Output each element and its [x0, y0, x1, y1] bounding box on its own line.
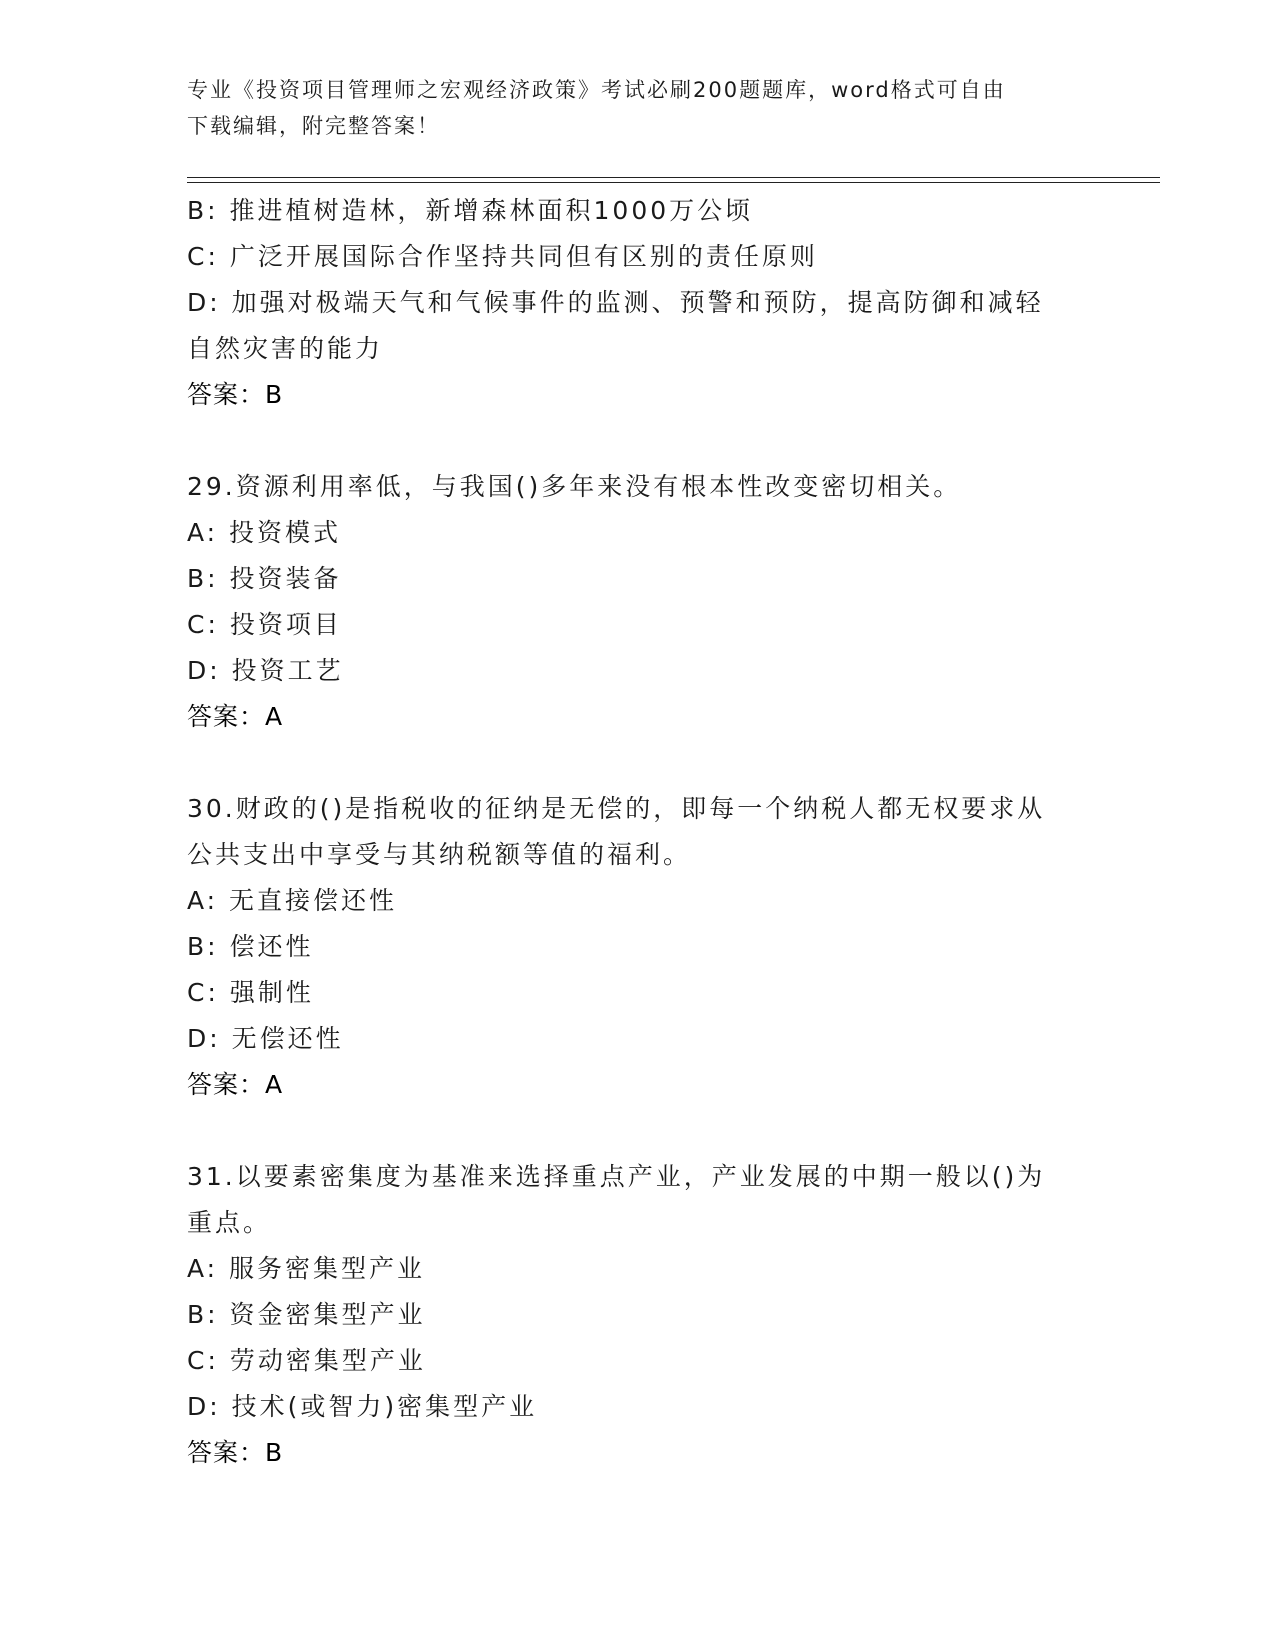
option-c: C: 广泛开展国际合作坚持共同但有区别的责任原则 — [187, 242, 818, 271]
header-divider-bottom — [187, 182, 1160, 183]
option-b: B: 投资装备 — [187, 564, 342, 593]
option-a: A: 投资模式 — [187, 518, 342, 547]
question-list — [187, 188, 1087, 1476]
option-d: D: 加强对极端天气和气候事件的监测、预警和预防，提高防御和减轻 — [187, 288, 1044, 317]
option-a: A: 无直接偿还性 — [187, 886, 398, 915]
option-b: B: 偿还性 — [187, 932, 314, 961]
question-31 — [187, 1154, 1087, 1476]
option-c: C: 投资项目 — [187, 610, 342, 639]
option-a: A: 服务密集型产业 — [187, 1254, 426, 1283]
header-line-1: 专业《投资项目管理师之宏观经济政策》考试必刷200题题库，word格式可自由 — [187, 78, 1006, 102]
document-header — [187, 72, 1067, 144]
option-c: C: 劳动密集型产业 — [187, 1346, 426, 1375]
option-b: B: 推进植树造林，新增森林面积1000万公顷 — [187, 196, 754, 225]
header-divider-top — [187, 177, 1160, 178]
option-d: D: 技术(或智力)密集型产业 — [187, 1392, 538, 1421]
question-stem: 29.资源利用率低，与我国()多年来没有根本性改变密切相关。 — [187, 472, 962, 501]
option-d: D: 投资工艺 — [187, 656, 344, 685]
question-stem: 30.财政的()是指税收的征纳是无偿的，即每一个纳税人都无权要求从 — [187, 794, 1046, 823]
question-stem: 31.以要素密集度为基准来选择重点产业，产业发展的中期一般以()为 — [187, 1162, 1046, 1191]
question-stem-continued: 公共支出中享受与其纳税额等值的福利。 — [187, 840, 692, 869]
spacer — [187, 418, 1087, 464]
option-d-continued: 自然灾害的能力 — [187, 334, 384, 363]
answer-line: 答案：B — [187, 1438, 284, 1467]
question-stem-continued: 重点。 — [187, 1208, 272, 1237]
option-d: D: 无偿还性 — [187, 1024, 344, 1053]
header-line-2: 下载编辑，附完整答案！ — [187, 114, 440, 138]
question-30 — [187, 786, 1087, 1108]
question-28-continued — [187, 188, 1087, 418]
spacer — [187, 1108, 1087, 1154]
option-b: B: 资金密集型产业 — [187, 1300, 426, 1329]
answer-line: 答案：B — [187, 380, 284, 409]
option-c: C: 强制性 — [187, 978, 314, 1007]
answer-line: 答案：A — [187, 702, 284, 731]
spacer — [187, 740, 1087, 786]
question-29 — [187, 464, 1087, 740]
answer-line: 答案：A — [187, 1070, 284, 1099]
